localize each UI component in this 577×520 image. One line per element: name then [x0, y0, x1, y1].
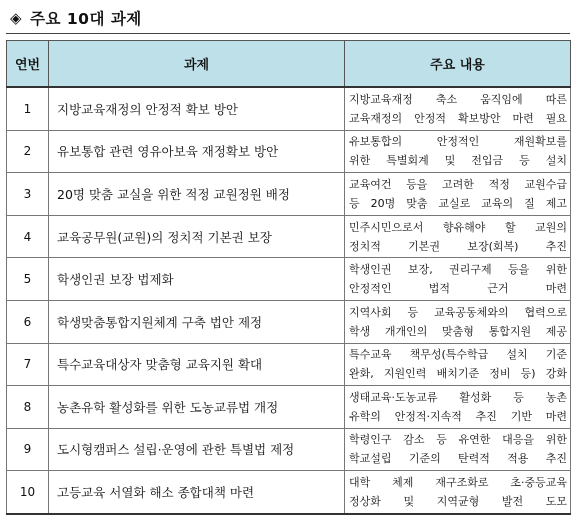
row-task: 지방교육재정의 안정적 확보 방안 — [49, 87, 345, 130]
row-task: 농촌유학 활성화를 위한 도농교류법 개정 — [49, 386, 345, 429]
table-row — [7, 471, 571, 514]
row-number: 6 — [7, 300, 49, 343]
description-line: 위한 특별회계 및 전입금 등 설치 — [349, 154, 567, 168]
row-description — [345, 258, 571, 301]
description-line: 지역사회 등 교육공동체와의 협력으로 — [349, 305, 567, 319]
table-row — [7, 173, 571, 216]
row-number: 9 — [7, 428, 49, 471]
table-row — [7, 386, 571, 429]
row-number: 3 — [7, 173, 49, 216]
row-description — [345, 173, 571, 216]
description-line: 지방교육재정 축소 움직임에 따른 — [349, 92, 567, 106]
row-description — [345, 386, 571, 429]
row-task: 교육공무원(교원)의 정치적 기본권 보장 — [49, 215, 345, 258]
header-number: 연번 — [7, 41, 49, 88]
table-row — [7, 343, 571, 386]
section-title-text: 주요 10대 과제 — [30, 10, 142, 28]
description-line: 특수교육 책무성(특수학급 설치 기준 — [349, 348, 567, 362]
row-description — [345, 130, 571, 173]
row-task: 도시형캠퍼스 설립·운영에 관한 특별법 제정 — [49, 428, 345, 471]
row-description — [345, 300, 571, 343]
table-row — [7, 428, 571, 471]
description-line: 학생 개개인의 맞춤형 통합지원 제공 — [349, 324, 567, 338]
description-line: 등 20명 맞춤 교실로 교육의 질 제고 — [349, 196, 567, 210]
row-description — [345, 343, 571, 386]
row-number: 5 — [7, 258, 49, 301]
row-number: 1 — [7, 87, 49, 130]
description-line: 대학 체제 재구조화로 초·중등교육 — [349, 476, 567, 490]
description-line: 학교설립 기준의 탄력적 적용 추진 — [349, 452, 567, 466]
table-row — [7, 215, 571, 258]
table-row — [7, 130, 571, 173]
row-description — [345, 428, 571, 471]
tasks-table-container — [6, 40, 570, 515]
description-line: 교육재정의 안정적 확보방안 마련 필요 — [349, 111, 567, 125]
table-row — [7, 258, 571, 301]
tasks-table — [6, 40, 571, 515]
table-header-row — [7, 41, 571, 88]
description-line: 안정적인 법적 근거 마련 — [349, 282, 567, 296]
row-description — [345, 87, 571, 130]
row-task: 학생인권 보장 법제화 — [49, 258, 345, 301]
description-line: 학령인구 감소 등 유연한 대응을 위한 — [349, 433, 567, 447]
description-line: 정치적 기본권 보장(회복) 추진 — [349, 239, 567, 253]
description-line: 생태교육·도농교류 활성화 등 농촌 — [349, 390, 567, 404]
diamond-bullet-icon: ◈ — [10, 9, 23, 27]
description-line: 교육여건 등을 고려한 적정 교원수급 — [349, 177, 567, 191]
description-line: 유학의 안정적·지속적 추진 기반 마련 — [349, 409, 567, 423]
description-line: 민주시민으로서 향유해야 할 교원의 — [349, 220, 567, 234]
row-task: 학생맞춤통합지원체계 구축 법안 제정 — [49, 300, 345, 343]
row-number: 7 — [7, 343, 49, 386]
description-line: 유보통합의 안정적인 재원확보를 — [349, 135, 567, 149]
description-line: 완화, 지원인력 배치기준 정비 등) 강화 — [349, 367, 567, 381]
row-task: 특수교육대상자 맞춤형 교육지원 확대 — [49, 343, 345, 386]
row-number: 8 — [7, 386, 49, 429]
row-description — [345, 215, 571, 258]
table-row — [7, 300, 571, 343]
row-description — [345, 471, 571, 514]
table-row — [7, 87, 571, 130]
title-underline — [6, 33, 570, 34]
row-task: 고등교육 서열화 해소 종합대책 마련 — [49, 471, 345, 514]
section-title — [10, 6, 142, 30]
header-task: 과제 — [49, 41, 345, 88]
description-line: 학생인권 보장, 권리구제 등을 위한 — [349, 263, 567, 277]
header-content: 주요 내용 — [345, 41, 571, 88]
row-number: 2 — [7, 130, 49, 173]
row-task: 유보통합 관련 영유아보육 재정확보 방안 — [49, 130, 345, 173]
row-number: 10 — [7, 471, 49, 514]
description-line: 정상화 및 지역균형 발전 도모 — [349, 495, 567, 509]
row-number: 4 — [7, 215, 49, 258]
row-task: 20명 맞춤 교실을 위한 적정 교원정원 배정 — [49, 173, 345, 216]
